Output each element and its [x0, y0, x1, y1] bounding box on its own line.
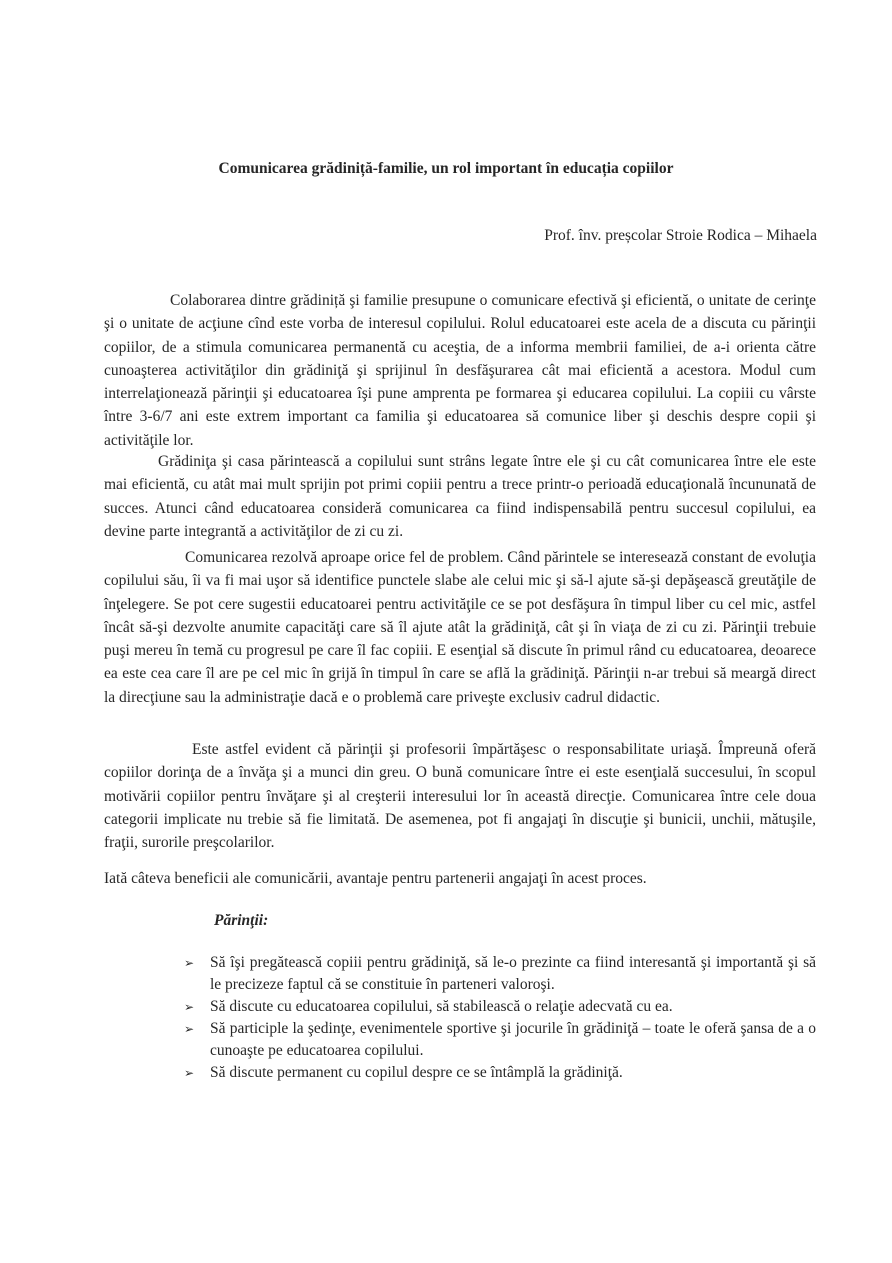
list-item [184, 952, 816, 996]
list-item-text: Să participle la şedinţe, evenimentele sportive şi jocurile în grădiniţă – toate le oferă şansa de a o cunoaşte pe educatoarea copilului. [210, 1020, 816, 1059]
list-item [184, 1062, 816, 1084]
arrow-bullet-icon: ➢ [184, 956, 195, 970]
author-line: Prof. înv. preșcolar Stroie Rodica – Mihaela [544, 227, 817, 244]
paragraph-4: Este astfel evident că părinţii şi profesorii împărtăşesc o responsabilitate uriaşă. Împreună oferă copiilor dorinţa de a învăţa şi a munci din greu. O bună comunicare între ei este esenţială succesului, în scopul motivării copiilor pentru învăţare şi al creşterii interesului lor în această direcţie. Comunicarea între cele doua categorii implicate nu trebie să fie limitată. De asemenea, pot fi angajaţi în discuţie şi bunicii, unchii, mătuşile, fraţii, surorile preşcolarilor. [104, 741, 816, 852]
paragraph-3: Comunicarea rezolvă aproape orice fel de problem. Când părintele se interesează constant de evoluţia copilului său, îi va fi mai uşor să identifice punctele slabe ale celui mic şi să-l ajute să-şi depăşească greutăţile de înţelegere. Se pot cere sugestii educatoarei pentru activităţile ce se pot desfăşura în timpul liber cu cel mic, astfel încât să-şi dezvolte anumite capacităţi care să îl ajute atât la grădiniţă, cât şi în viaţa de zi cu zi. Părinţii trebuie puşi mereu în temă cu progresul pe care îl fac copiii. E esenţial să discute în primul rând cu educatoarea, deoarece ea este cea care îl are pe cel mic în grijă în timpul în care se află la grădiniţă. Părinţii n-ar trebui să meargă direct la direcţiune sau la administraţie dacă e o problemă care priveşte exclusiv cadrul didactic. [104, 549, 816, 706]
document-title: Comunicarea grădiniță-familie, un rol important în educația copiilor [218, 160, 674, 177]
benefits-list [184, 952, 816, 1084]
arrow-bullet-icon: ➢ [184, 1022, 195, 1036]
list-item-text: Să îşi pregătească copiii pentru grădiniţă, să le-o prezinte ca fiind interesantă şi importantă şi să le precizeze faptul că se constituie în parteneri valoroşi. [210, 954, 816, 993]
subheading-parents: Părinţii: [214, 912, 269, 929]
list-item [184, 1018, 816, 1062]
paragraph-1: Colaborarea dintre grădiniță şi familie presupune o comunicare efectivă şi eficientă, o unitate de cerinţe şi o unitate de acţiune cînd este vorba de interesul copilului. Rolul educatoarei este acela de a discuta cu părinţii copiilor, de a stimula comunicarea permanentă cu aceştia, de a informa membrii familiei, de a-i orienta către cunoaşterea activităţilor din grădiniţă şi sprijinul în desfăşurarea cât mai eficientă a acestora. Modul cum interrelaţionează părinţii şi educatoarea îşi pune amprenta pe formarea şi educarea copilului. La copiii cu vârste între 3-6/7 ani este extrem important ca familia şi educatoarea să comunice liber şi deschis despre copii şi activităţile lor. [104, 292, 816, 449]
list-item-text: Să discute permanent cu copilul despre ce se întâmplă la grădiniţă. [210, 1064, 623, 1081]
arrow-bullet-icon: ➢ [184, 1000, 195, 1014]
arrow-bullet-icon: ➢ [184, 1066, 195, 1080]
list-item-text: Să discute cu educatoarea copilului, să stabilească o relaţie adecvată cu ea. [210, 998, 673, 1015]
paragraph-5: Iată câteva beneficii ale comunicării, avantaje pentru partenerii angajaţi în acest proces. [104, 870, 647, 887]
paragraph-2: Grădiniţa şi casa părintească a copilului sunt strâns legate între ele şi cu cât comunicarea între ele este mai eficientă, cu atât mai mult sprijin pot primi copiii pentru a trece printr-o perioadă educaţională încununată de succes. Atunci când educatoarea consideră comunicarea ca fiind indispensabilă pentru succesul copilului, ea devine parte integrantă a activităţilor de zi cu zi. [104, 453, 816, 540]
list-item [184, 996, 816, 1018]
